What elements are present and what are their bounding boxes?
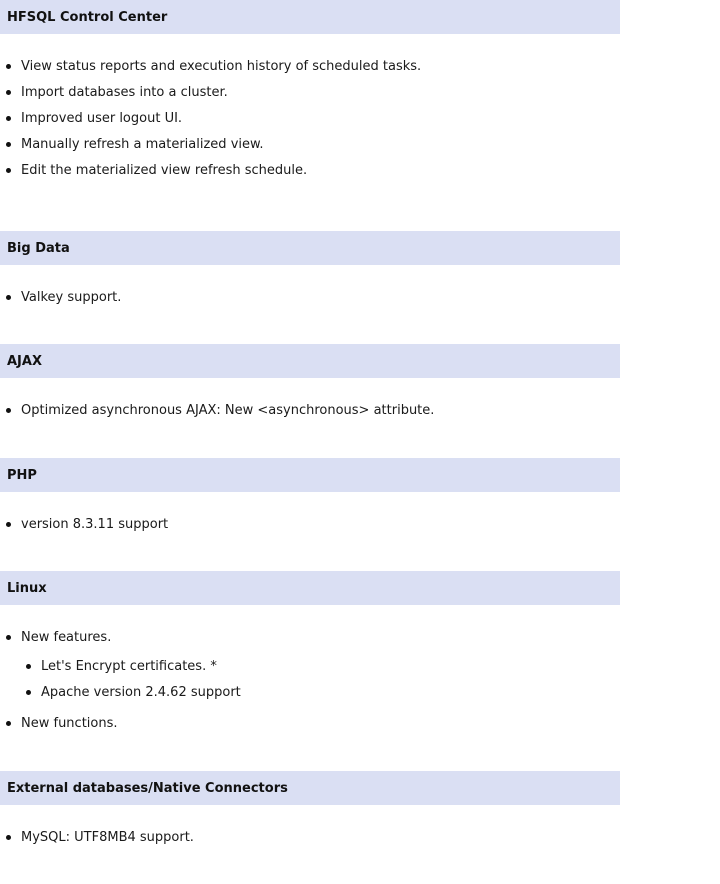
list-item [21, 289, 121, 307]
list-item-text: Edit the materialized view refresh schedule. [21, 163, 308, 178]
section-title: HFSQL Control Center [7, 9, 168, 25]
bullet-icon [26, 690, 31, 695]
list-item [21, 829, 194, 847]
list-item-text: Improved user logout UI. [21, 111, 183, 126]
sub-list-item-text: Let's Encrypt certificates. * [41, 659, 217, 674]
bullet-icon [6, 116, 11, 121]
section-title: External databases/Native Connectors [7, 780, 288, 796]
list-item [21, 110, 182, 128]
section-header-ajax [0, 344, 620, 378]
list-item-text: Manually refresh a materialized view. [21, 137, 264, 152]
list-item-text: MySQL: UTF8MB4 support. [21, 830, 194, 845]
bullet-icon [6, 835, 11, 840]
bullet-icon [6, 635, 11, 640]
bullet-icon [6, 142, 11, 147]
bullet-icon [6, 168, 11, 173]
list-item-text: Import databases into a cluster. [21, 85, 228, 100]
list-item [21, 402, 434, 420]
list-item [21, 516, 168, 534]
list-item [21, 162, 307, 180]
section-header-big-data [0, 231, 620, 265]
list-item-text: Optimized asynchronous AJAX: New <asynchronous> attribute. [21, 403, 435, 418]
list-item [21, 58, 421, 76]
section-header-linux [0, 571, 620, 605]
bullet-icon [6, 64, 11, 69]
bullet-icon [6, 408, 11, 413]
bullet-icon [26, 664, 31, 669]
list-item-text: version 8.3.11 support [21, 517, 169, 532]
section-title: Linux [7, 580, 47, 596]
list-item-text: View status reports and execution history of scheduled tasks. [21, 59, 422, 74]
list-item [21, 715, 118, 733]
section-header-php [0, 458, 620, 492]
section-header-hfsql-control-center [0, 0, 620, 34]
bullet-icon [6, 90, 11, 95]
section-title: AJAX [7, 353, 42, 369]
bullet-icon [6, 721, 11, 726]
bullet-icon [6, 522, 11, 527]
sub-list-item-text: Apache version 2.4.62 support [41, 685, 241, 700]
list-item-text: New features. [21, 630, 112, 645]
list-item [21, 136, 264, 154]
sub-list-item [41, 684, 241, 702]
list-item [21, 629, 111, 647]
section-header-external-databases [0, 771, 620, 805]
list-item [21, 84, 228, 102]
sub-list-item [41, 658, 217, 676]
list-item-text: New functions. [21, 716, 118, 731]
bullet-icon [6, 295, 11, 300]
section-title: Big Data [7, 240, 70, 256]
section-title: PHP [7, 467, 37, 483]
list-item-text: Valkey support. [21, 290, 122, 305]
